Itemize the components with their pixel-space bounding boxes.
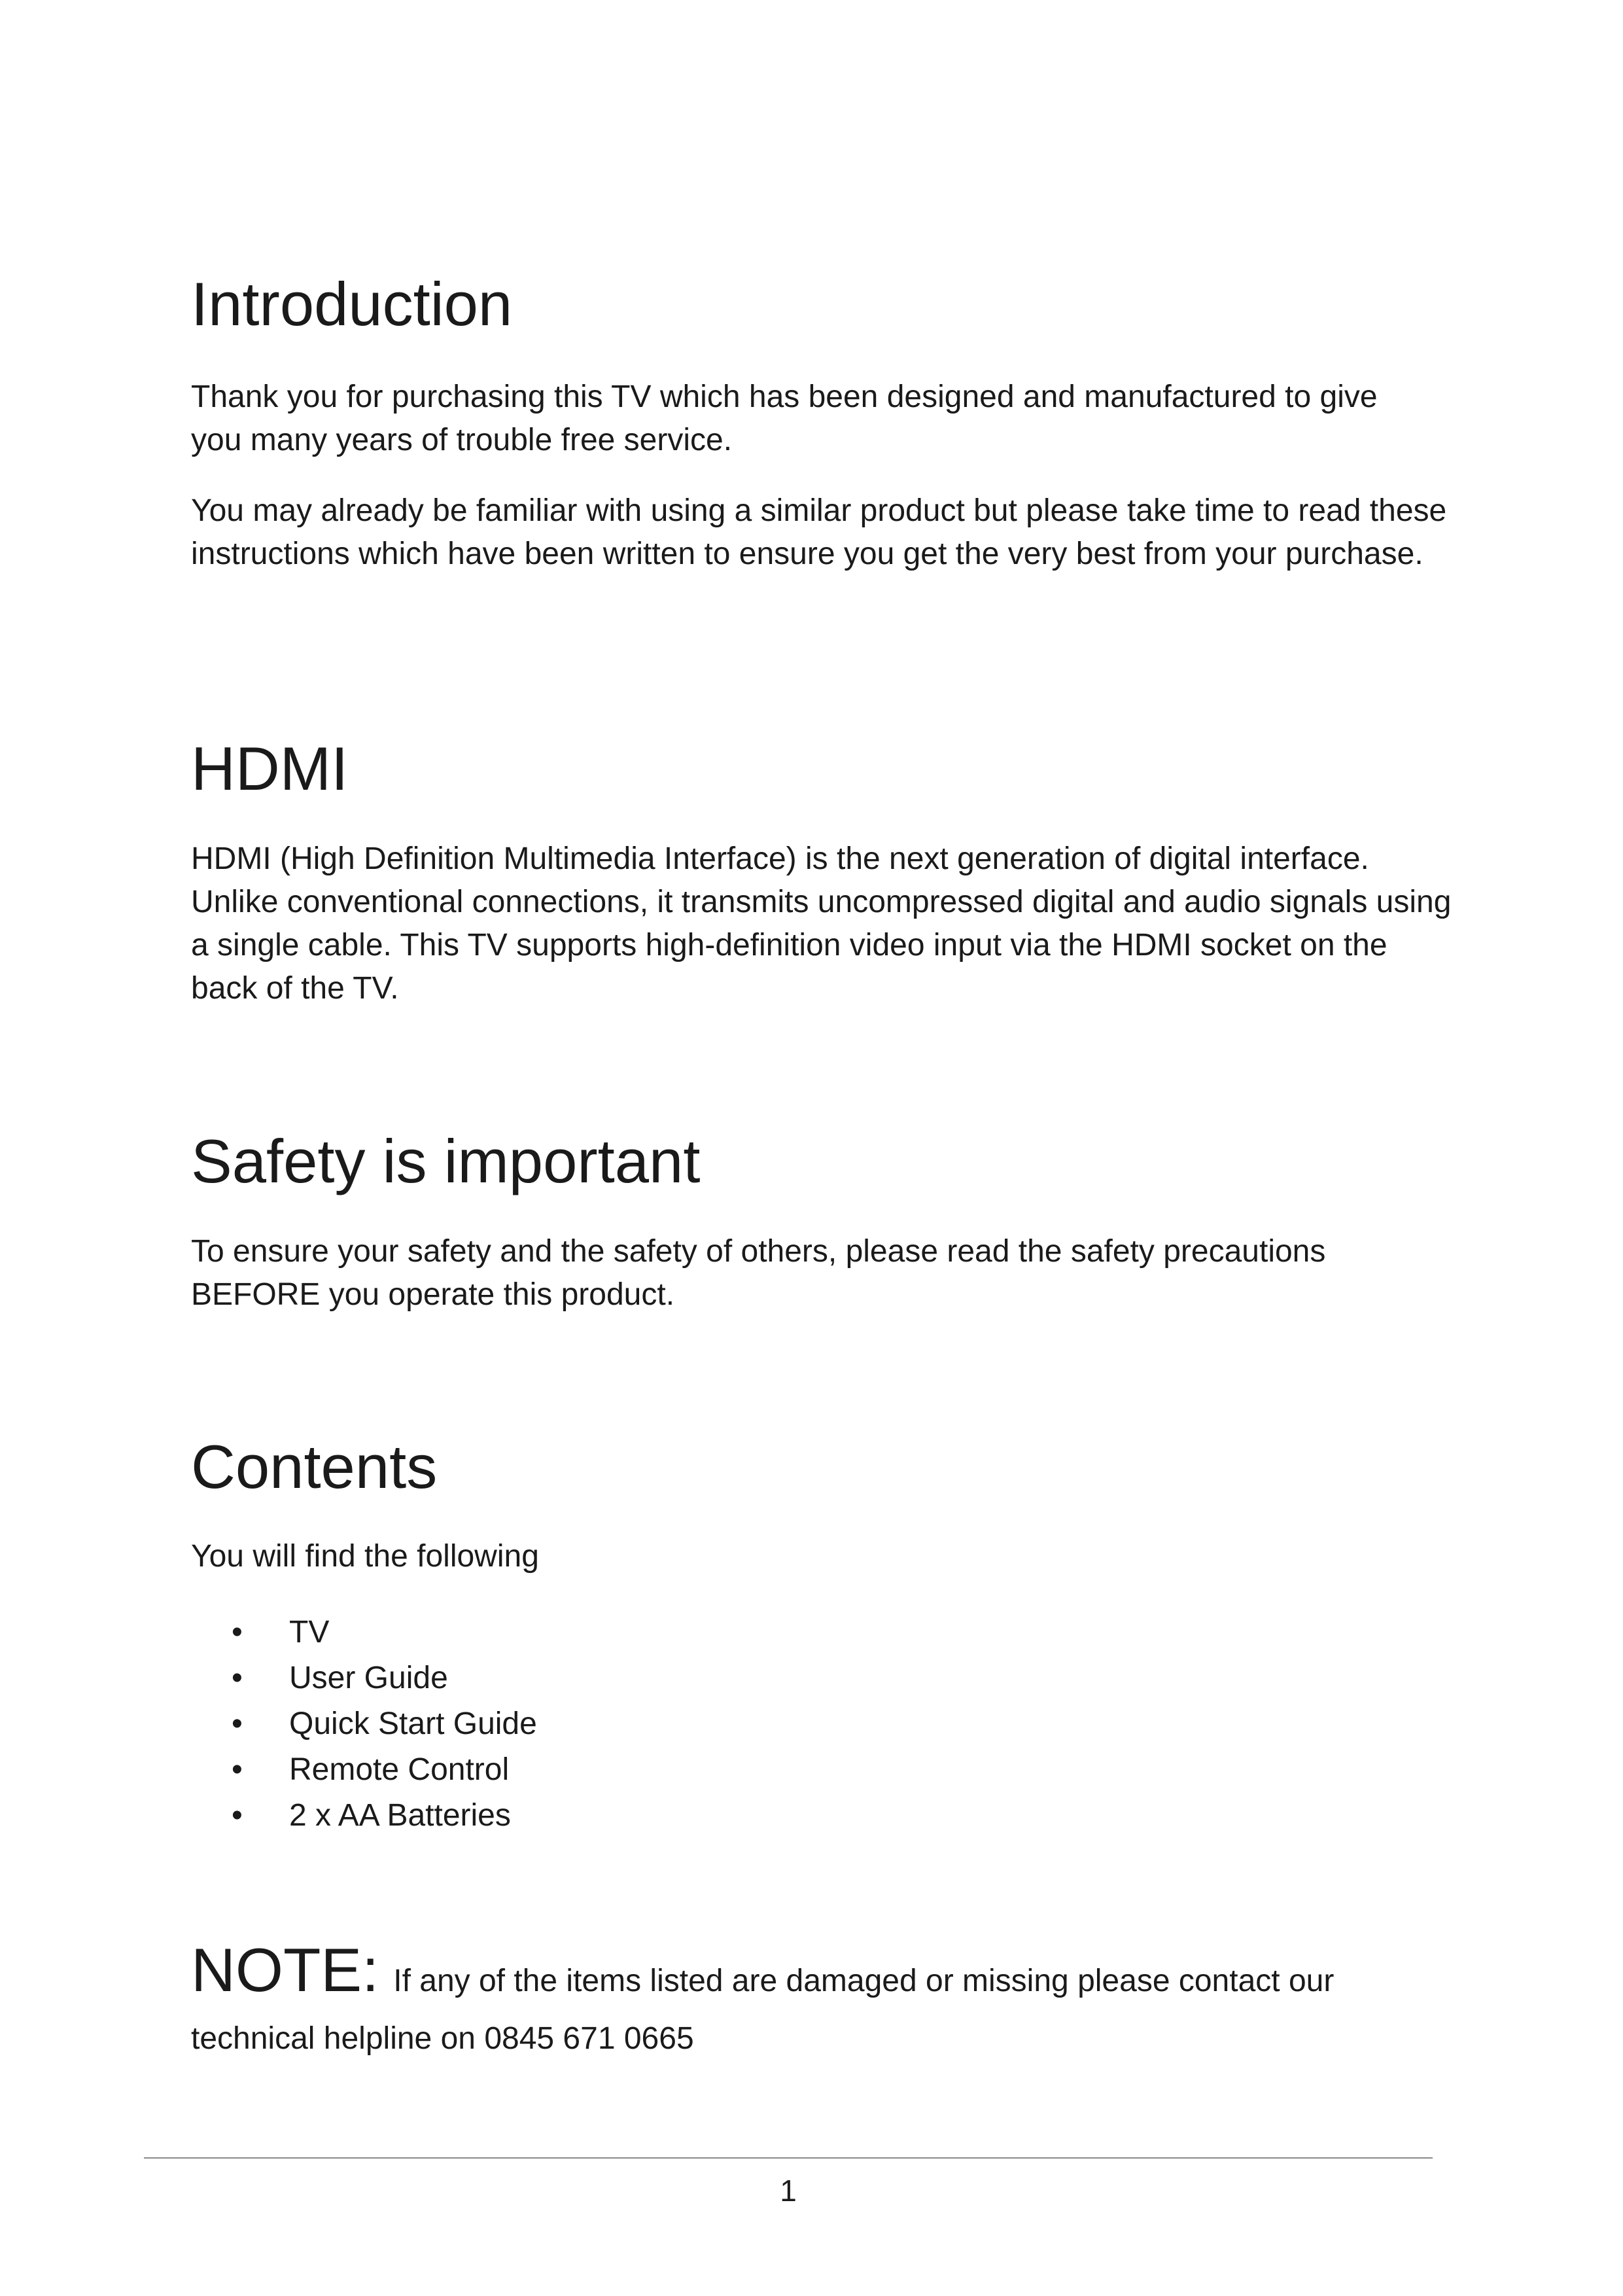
bullet-icon: • bbox=[232, 1615, 243, 1650]
list-item-label: Quick Start Guide bbox=[289, 1706, 537, 1741]
bullet-icon: • bbox=[232, 1798, 243, 1833]
hdmi-heading: HDMI bbox=[191, 734, 349, 803]
note-text-2: technical helpline on 0845 671 0665 bbox=[191, 2021, 694, 2056]
note-line-2 bbox=[191, 2021, 694, 2057]
introduction-paragraph-1: Thank you for purchasing this TV which has been designed and manufactured to give you many years of trouble free service. bbox=[191, 380, 1378, 457]
note-text-1: If any of the items listed are damaged or missing please contact our bbox=[393, 1964, 1335, 1998]
page-number: 1 bbox=[780, 2174, 797, 2208]
safety-paragraph: To ensure your safety and the safety of others, please read the safety precautions BEFORE you operate this product. bbox=[191, 1234, 1326, 1312]
bullet-icon: • bbox=[232, 1752, 243, 1787]
note-label: NOTE: bbox=[191, 1935, 379, 2004]
list-item-label: User Guide bbox=[289, 1661, 448, 1695]
list-item bbox=[191, 1701, 537, 1747]
note-line-1 bbox=[191, 1935, 1335, 2004]
hdmi-paragraph: HDMI (High Definition Multimedia Interface) is the next generation of digital interface. Unlike conventional connections, it transmits uncompressed digital and audio signals using a single cable. This TV supports high-definition video input via the HDMI socket on the back of the TV. bbox=[191, 841, 1452, 1006]
bullet-icon: • bbox=[232, 1661, 243, 1695]
list-item bbox=[191, 1610, 537, 1655]
footer-divider bbox=[144, 2157, 1433, 2159]
contents-intro: You will find the following bbox=[191, 1539, 539, 1574]
list-item-label: TV bbox=[289, 1615, 330, 1650]
bullet-icon: • bbox=[232, 1706, 243, 1741]
list-item bbox=[191, 1793, 537, 1839]
list-item bbox=[191, 1655, 537, 1701]
contents-heading: Contents bbox=[191, 1432, 438, 1501]
safety-heading: Safety is important bbox=[191, 1127, 701, 1195]
list-item bbox=[191, 1747, 537, 1793]
introduction-paragraph-2: You may already be familiar with using a similar product but please take time to read these instructions which have been written to ensure you get the very best from your purchase. bbox=[191, 493, 1447, 571]
introduction-heading: Introduction bbox=[191, 270, 513, 338]
list-item-label: Remote Control bbox=[289, 1752, 510, 1787]
list-item-label: 2 x AA Batteries bbox=[289, 1798, 511, 1833]
contents-list bbox=[191, 1610, 537, 1839]
